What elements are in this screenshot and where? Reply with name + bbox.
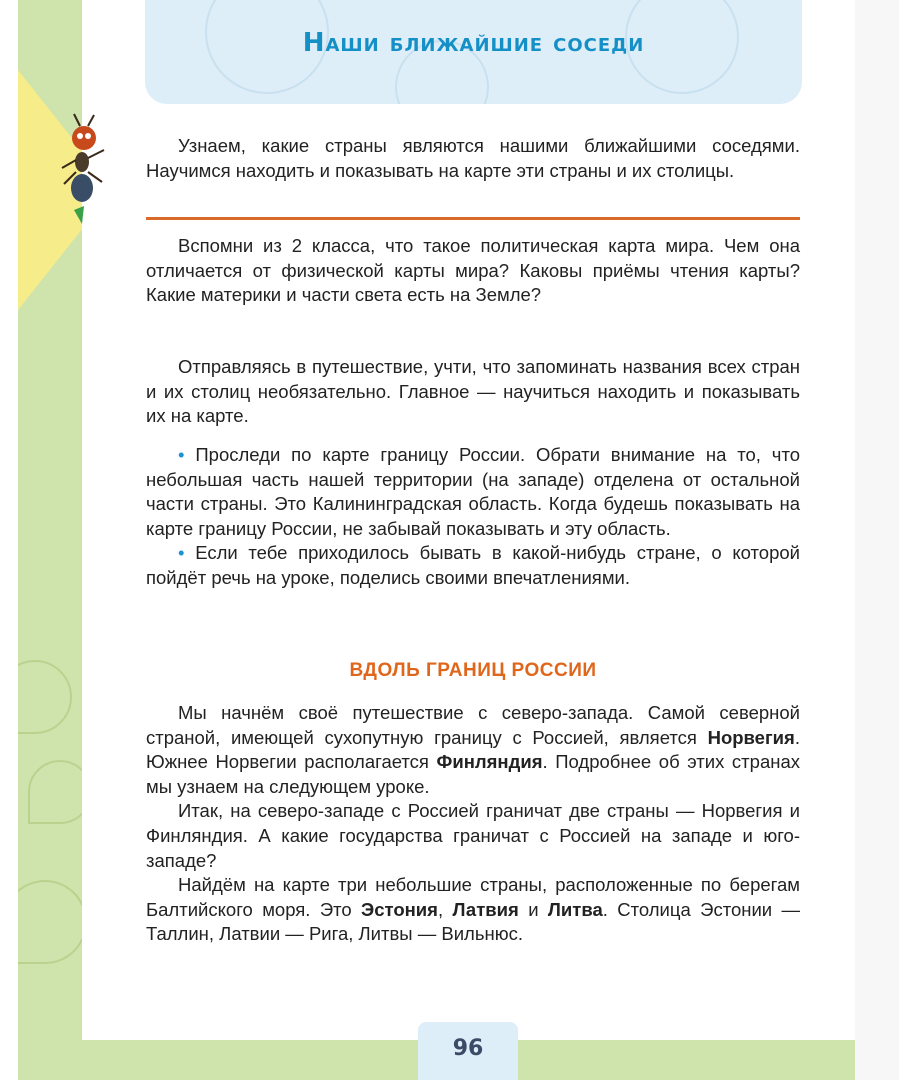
bullet-icon: •	[178, 542, 185, 564]
leaf-ornament	[18, 880, 82, 964]
page-title: Наши ближайшие соседи	[302, 28, 645, 58]
country-name: Литва	[547, 898, 603, 920]
ant-mascot-icon	[58, 112, 118, 230]
page-number: 96	[452, 1036, 484, 1061]
travel-note-paragraph: Отправляясь в путешествие, учти, что запоминать названия всех стран и их столиц необязательно. Главное — научиться находить и показывать их на карте.	[146, 356, 800, 427]
orange-divider	[146, 217, 800, 220]
right-page-margin	[855, 0, 899, 1080]
intro-paragraph: Узнаем, какие страны являются нашими ближайшими соседями. Научимся находить и показывать на карте эти страны и их столицы.	[146, 135, 800, 181]
text-run: . Столица Эстонии — Таллин, Латвии — Рига, Литвы — Вильнюс.	[146, 898, 800, 945]
paragraph	[146, 873, 800, 947]
recall-paragraph: Вспомни из 2 класса, что такое политическая карта мира. Чем она отличается от физической карты мира? Каковы приёмы чтения карты? Какие материки и части света есть на Земле?	[146, 235, 800, 306]
list-item-text: Проследи по карте границу России. Обрати внимание на то, что небольшая часть нашей территории (на западе) отделена от остальной части страны. Это Калининградская область. Когда будешь показывать на карте границу России, не забывай показывать и эту область.	[146, 444, 801, 539]
list-item	[146, 443, 800, 541]
leaf-ornament	[28, 760, 82, 824]
list-item	[146, 541, 800, 590]
text-run: Мы начнём своё путешествие с северо-запада. Самой северной страной, имеющей сухопутную границу с Россией, является	[146, 702, 800, 748]
text-run: ,	[437, 898, 453, 920]
bullet-list	[146, 443, 800, 591]
paragraph: Итак, на северо-западе с Россией граничат две страны — Норвегия и Финляндия. А какие государства граничат с Россией на западе и юго-западе?	[146, 800, 800, 871]
leaf-ornament	[18, 660, 72, 734]
text-run: . Южнее Норвегии располагается	[146, 726, 800, 773]
list-item-text: Если тебе приходилось бывать в какой-нибудь стране, о которой пойдёт речь на уроке, поделись своими впечатлениями.	[146, 542, 801, 588]
country-name: Норвегия	[707, 726, 795, 748]
text-run: Найдём на карте три небольшие страны, расположенные по берегам Балтийского моря. Это	[146, 874, 800, 920]
country-name: Финляндия	[436, 751, 543, 773]
title-banner	[145, 0, 802, 104]
text-run: и	[518, 898, 548, 920]
text-run: . Подробнее об этих странах мы узнаем на следующем уроке.	[146, 751, 800, 797]
section-body	[146, 701, 800, 947]
country-name: Латвия	[452, 898, 519, 920]
bullet-icon: •	[178, 444, 185, 465]
paragraph	[146, 701, 800, 799]
country-name: Эстония	[361, 898, 438, 920]
section-heading: ВДОЛЬ ГРАНИЦ РОССИИ	[349, 660, 597, 681]
